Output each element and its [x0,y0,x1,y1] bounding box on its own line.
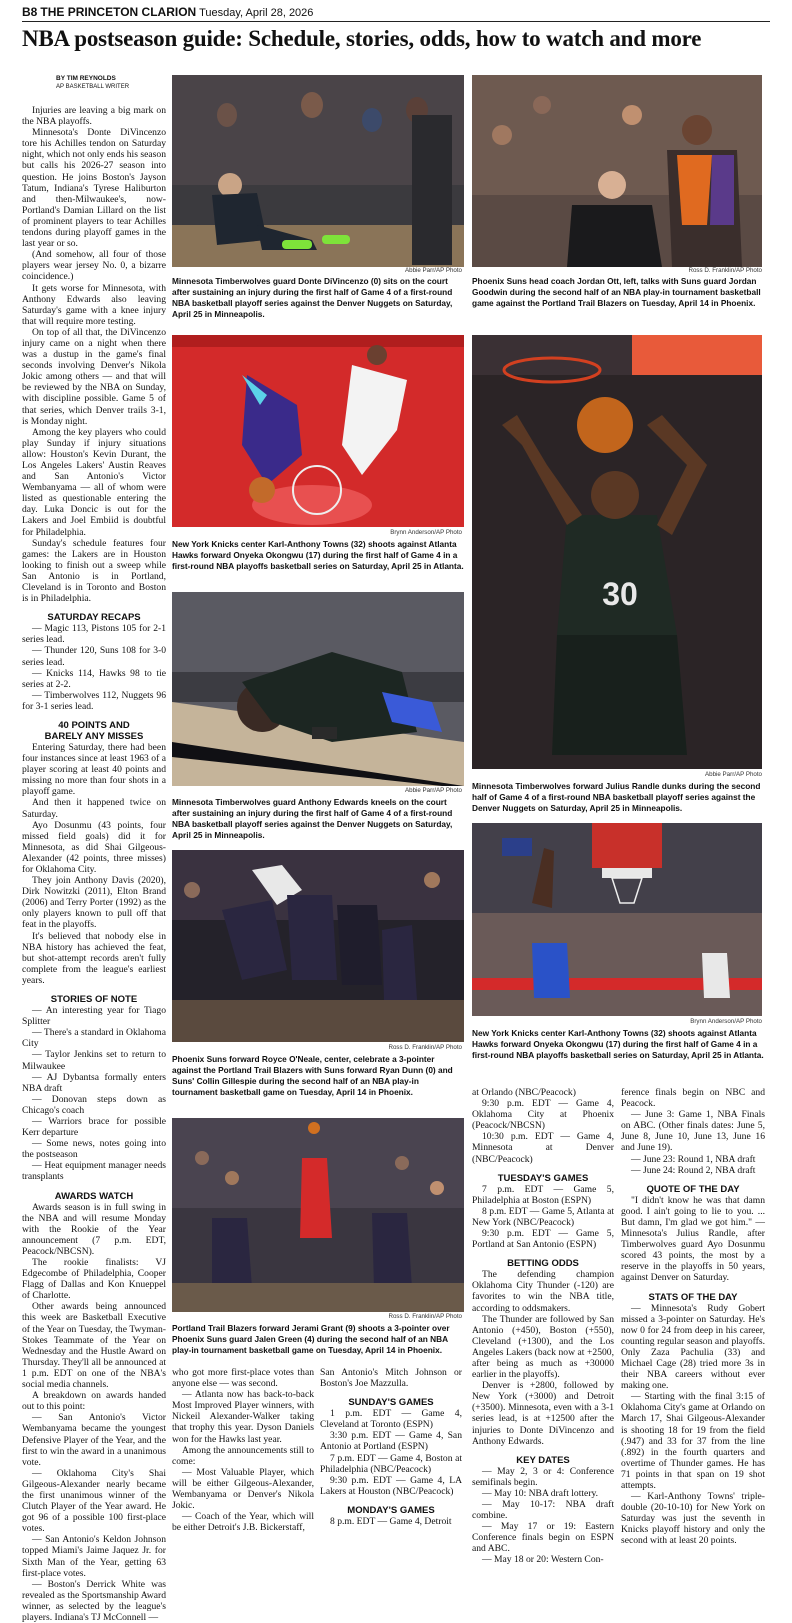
article-column-1 [22,105,166,1623]
schedule-item: 9:30 p.m. EDT — Game 5, Portland at San Antonio (ESPN) [472,1228,614,1251]
photo-caption: Minnesota Timberwolves guard Anthony Edwards kneels on the court after sustaining an injury during the first half of Game 4 of a first-round NBA basketball playoff series against the Denver Nuggets on Saturday, April 25 in Minneapolis. [172,797,453,840]
section-heading-monday: MONDAY'S GAMES [347,1504,435,1516]
list-item: — May 10-17: NBA draft combine. [472,1499,614,1522]
paragraph: And then it happened twice on Saturday. [22,797,166,820]
paragraph: They join Anthony Davis (2020), Dirk Nowitzki (2011), Elton Brand (2006) and Terry Porter (1992) as the only players known to pull off that feat in the playoffs. [22,875,166,931]
photo-divincenzo-injury [172,75,464,267]
paragraph: On top of all that, the DiVincenzo injury came on a night when there was a dustup in the game's final seconds involving Denver's Nikola Jokic among others — and that will be reviewed by the NBA on Sunday, with discipline possible. Game 5 of that series, which Denver trails 3-1, is Monday night. [22,326,166,427]
paragraph: The Thunder are followed by San Antonio (+450), Boston (+550), Cleveland (+1300), and the Los Angeles Lakers (back now at +2500, after being as much as +30000 earlier in the playoffs). [472,1313,614,1381]
list-item: — June 24: Round 2, NBA draft [631,1164,756,1176]
photo-credit: Ross D. Franklin/AP Photo [688,267,762,274]
section-heading-odds: BETTING ODDS [507,1258,579,1270]
photo-caption: New York Knicks center Karl-Anthony Towns (32) shoots against Atlanta Hawks forward Onyeka Okongwu (17) during the first half of Game 4 in a first-round NBA playoffs basketball series on Saturday, April 25 in Atlanta. [472,1028,764,1060]
section-heading-stats: STATS OF THE DAY [648,1291,738,1303]
byline-role: AP BASKETBALL WRITER [56,84,130,90]
list-item: — There's a standard in Oklahoma City [22,1027,166,1050]
section-heading-sunday: SUNDAY'S GAMES [348,1397,434,1409]
schedule-item: at Orlando (NBC/Peacock) [472,1087,576,1098]
section-heading-40-points [22,720,166,742]
article-column-4 [472,1087,614,1577]
photo-credit: Abbie Parr/AP Photo [705,771,762,778]
schedule-item: 1 p.m. EDT — Game 4, Cleveland at Toronto (ESPN) [320,1408,462,1431]
paragraph: Awards season is in full swing in the NBA and will resume Monday with the Rookie of the Year announcement (7 p.m. EDT, Peacock/NBCSN). [22,1201,166,1257]
photo-edwards-kneels [172,592,464,786]
section-heading-tuesday: TUESDAY'S GAMES [497,1172,589,1184]
list-item: — May 10: NBA draft lottery. [482,1487,599,1499]
photo-grant-shoots [172,1118,464,1312]
paragraph: The rookie finalists: VJ Edgecombe of Philadelphia, Cooper Flagg of Dallas and Kon Knueppel of Charlotte. [22,1257,166,1302]
list-item: — An interesting year for Tiago Splitter [22,1005,166,1028]
list-item: — Warriors brace for possible Kerr departure [22,1115,166,1139]
photo-credit: Ross D. Franklin/AP Photo [388,1044,462,1051]
list-item: — Knicks 114, Hawks 98 to tie series at 2-2. [22,667,166,690]
photo-caption: Phoenix Suns head coach Jordan Ott, left, talks with Suns guard Jordan Goodwin during the second half of an NBA play-in tournament basketball game against the Portland Trail Blazers on Tuesday, April 14 in Phoenix. [472,276,761,308]
jersey-number: 30 [602,576,638,612]
paragraph: It gets worse for Minnesota, with Anthony Edwards also leaving Saturday's game with a knee injury that will require more testing. [22,282,166,327]
section-heading-quote: QUOTE OF THE DAY [646,1183,740,1195]
list-item: — May 17 or 19: Eastern Conference finals begin on ESPN and ABC. [472,1521,614,1555]
paragraph: Among the key players who could play Sunday if injury situations allow: Houston's Kevin Durant, the Los Angeles Lakers' Austin Reaves and San Antonio's Victor Wembanyama — all of whom were listed as questionable entering the day. Luka Doncic is out for the Lakers and Joel Embiid is doubtful for Philadelphia. [22,426,166,538]
page-header [22,4,770,22]
article-column-5 [621,1087,765,1577]
paper-name: THE PRINCETON CLARION [40,5,197,19]
paragraph: (And somehow, all four of those players wear jersey No. 0, a bizarre coincidence.) [22,249,166,283]
list-item: — Taylor Jenkins set to return to Milwaukee [22,1049,166,1072]
byline: BY TIM REYNOLDS [56,75,116,82]
photo-credit: Brynn Anderson/AP Photo [390,529,462,536]
headline: NBA postseason guide: Schedule, stories, odds, how to watch and more [22,26,702,51]
section-heading-recaps: SATURDAY RECAPS [47,612,141,624]
article-column-3 [320,1367,462,1577]
paragraph: — Oklahoma City's Shai Gilgeous-Alexander nearly became the first unanimous winner of the Clutch Player of the Year award. He got 96 of a possible 100 first-place votes. [22,1467,166,1535]
photo-caption: New York Knicks center Karl-Anthony Towns (32) shoots against Atlanta Hawks forward Onyeka Okongwu (17) during the first half of Game 4 in a first-round NBA playoffs basketball series on Saturday, April 25 in Atlanta. [172,539,464,571]
paragraph: — San Antonio's Victor Wembanyama became the youngest Defensive Player of the Year, and the first to win the award in a unanimous vote. [22,1412,166,1468]
photo-caption: Phoenix Suns forward Royce O'Neale, center, celebrate a 3-pointer against the Portland Trail Blazers with Suns forward Ryan Dunn (0) and Suns' Collin Gillespie during the second half of an NBA play-in tournament basketball game on Tuesday, April 14 in Phoenix. [172,1054,453,1097]
page-date: Tuesday, April 28, 2026 [199,7,314,19]
paragraph: Minnesota's Donte DiVincenzo tore his Achilles tendon on Saturday night, which not only ends his season but calls his 2026-27 season into question. He joins Boston's Jayson Tatum, Indiana's Tyrese Haliburton and then-Milwaukee's, now-Portland's Damian Lillard on the list of prominent players to tear Achilles tendons during playoff games in the last year or so. [22,127,166,250]
paragraph: Ayo Dosunmu (43 points, four missed field goals) did it for Minnesota, as did Shai Gilgeous-Alexander (42 points, three misses) for Oklahoma City. [22,819,166,875]
list-item: — Donovan steps down as Chicago's coach [22,1093,166,1116]
paragraph: Injuries are leaving a big mark on the NBA playoffs. [22,105,166,128]
paragraph: Among the announcements still to come: [172,1444,314,1467]
list-item: — AJ Dybantsa formally enters NBA draft [22,1071,166,1094]
schedule-item: 10:30 p.m. EDT — Game 4, Minnesota at Denver (NBC/Peacock) [472,1131,614,1165]
section-heading-stories: STORIES OF NOTE [50,994,138,1006]
photo-suns-celebrate [172,850,464,1042]
photo-caption: Portland Trail Blazers forward Jerami Grant (9) shoots a 3-pointer over Phoenix Suns guard Jalen Green (4) during the second half of an NBA play-in tournament basketball game on Tuesday, April 14 in Phoenix. [172,1323,450,1355]
photo-knicks-hawks-overhead [172,335,464,527]
paragraph: — Most Valuable Player, which will be either Gilgeous-Alexander, Wembanyama or Denver's Nikola Jokic. [172,1466,314,1512]
photo-caption: Minnesota Timberwolves guard Donte DiVincenzo (0) sits on the court after sustaining an injury during the first half of Game 4 of a first-round NBA basketball playoff series against the Denver Nuggets on Saturday, April 25 in Minneapolis. [172,276,453,319]
photo-credit: Abbie Parr/AP Photo [405,787,462,794]
list-item: — May 2, 3 or 4: Conference semifinals begin. [472,1465,614,1488]
section-heading-awards: AWARDS WATCH [54,1190,134,1202]
paragraph: It's believed that nobody else in NBA history has achieved the feat, but shot-attempt records aren't fully complete from the league's earliest years. [22,930,166,986]
photo-suns-coach [472,75,762,267]
paragraph: — Minnesota's Rudy Gobert missed a 3-pointer on Saturday. He's now 0 for 24 from deep in his career, counting regular season and playoffs. Only Zaza Pachulia (33) and Michael Cage (28) tried more 3s in their NBA careers without ever making one. [621,1302,765,1392]
paragraph: Other awards being announced this week are Basketball Executive of the Year on Tuesday, the Twyman-Stokes Teammate of the Year on Wednesday and the Hustle Award on Thursday. They'll all be announced at 1 p.m. EDT on one of the NBA's social media channels. [22,1301,166,1391]
paragraph: who got more first-place votes than anyone else — was second. [172,1367,314,1390]
photo-towns-shoots [472,823,762,1016]
paragraph: — Coach of the Year, which will be either Detroit's J.B. Bickerstaff, [172,1511,314,1534]
paragraph: Entering Saturday, there had been four instances since at least 1963 of a player scoring at least 40 points and missing no more than four shots in a playoff game. [22,741,166,798]
list-item: — Some news, notes going into the postseason [22,1138,166,1161]
photo-credit: Ross D. Franklin/AP Photo [388,1313,462,1320]
section-heading-dates: KEY DATES [516,1454,570,1466]
list-item: — Heat equipment manager needs transplants [22,1160,166,1183]
photo-randle-dunk [472,335,762,769]
list-item: — June 23: Round 1, NBA draft [631,1153,756,1165]
list-item: ference finals begin on NBC and Peacock. [621,1087,765,1110]
list-item: — Thunder 120, Suns 108 for 3-0 series lead. [22,645,166,668]
list-item: — June 3: Game 1, NBA Finals on ABC. (Other finals dates: June 5, June 8, June 10, June 13, June 16 and June 19). [621,1109,765,1154]
schedule-item: 9:30 p.m. EDT — Game 4, Oklahoma City at Phoenix (Peacock/NBCSN) [472,1098,614,1132]
paragraph: A breakdown on awards handed out to this point: [22,1390,166,1413]
schedule-item: 9:30 p.m. EDT — Game 4, LA Lakers at Houston (NBC/Peacock) [320,1474,462,1497]
paragraph: — Boston's Derrick White was revealed as the Sportsmanship Award winner, as selected by the league's players. Indiana's TJ McConnell — [22,1578,166,1623]
paragraph: San Antonio's Mitch Johnson or Boston's Joe Mazzulla. [320,1367,462,1390]
paragraph: The defending champion Oklahoma City Thunder (-120) are favorites to win the NBA title, according to oddsmakers. [472,1269,614,1314]
paragraph: — Karl-Anthony Towns' triple-double (20-10-10) for New York on Saturday was just the seventh in Knicks playoff history and only the second with at least 20 points. [621,1491,765,1547]
paragraph: Denver is +2800, followed by New York (+3000) and Detroit (+3500). Minnesota, even with a 3-1 series lead, is at +12500 after the injuries to Donte DiVincenzo and Anthony Edwards. [472,1380,614,1447]
schedule-item: 3:30 p.m. EDT — Game 4, San Antonio at Portland (ESPN) [320,1430,462,1453]
photo-credit: Abbie Parr/AP Photo [405,267,462,274]
page-number: B8 [22,5,38,19]
heading-line: 40 POINTS AND [58,719,130,731]
paragraph: — San Antonio's Keldon Johnson topped Miami's Jaime Jaquez Jr. for Sixth Man of the Year, getting 63 first-place votes. [22,1534,166,1579]
list-item: — Timberwolves 112, Nuggets 96 for 3-1 series lead. [22,689,166,712]
schedule-item: 7 p.m. EDT — Game 4, Boston at Philadelphia (NBC/Peacock) [320,1452,462,1475]
schedule-item: 7 p.m. EDT — Game 5, Philadelphia at Boston (ESPN) [472,1183,614,1206]
photo-caption: Minnesota Timberwolves forward Julius Randle dunks during the second half of Game 4 of a first-round NBA basketball playoff series against the Denver Nuggets on Saturday, April 25 in Minneapolis. [472,781,761,813]
heading-line: BARELY ANY MISSES [44,730,144,742]
list-item: — May 18 or 20: Western Con- [482,1554,604,1566]
schedule-item: 8 p.m. EDT — Game 5, Atlanta at New York (NBC/Peacock) [472,1205,614,1228]
photo-credit: Brynn Anderson/AP Photo [690,1018,762,1025]
paragraph: — Starting with the final 3:15 of Oklahoma City's game at Orlando on March 17, Shai Gilgeous-Alexander is shooting 18 for 19 from the field (.947) and 33 for 37 from the line (.892) in the fourth quarters and overtime of Thunder games. He has 71 points in that span on 19 shot attempts. [621,1391,765,1491]
paragraph: — Atlanta now has back-to-back Most Improved Player winners, with Nickeil Alexander-Walker taking that trophy this year. Dyson Daniels won for the Hawks last year. [172,1389,314,1445]
article-column-2 [172,1367,314,1577]
list-item: — Magic 113, Pistons 105 for 2-1 series lead. [22,623,166,646]
schedule-item: 8 p.m. EDT — Game 4, Detroit [330,1515,452,1527]
paragraph: Sunday's schedule features four games: the Lakers are in Houston looking to finish out a sweep while San Antonio is in Portland, Cleveland is in Toronto and Boston is in Philadelphia. [22,537,166,605]
paragraph: "I didn't know he was that damn good. I ain't going to lie to you. ... But damn, I'm glad we got him." — Minnesota's Julius Randle, after Timberwolves guard Ayo Dosunmu scored 43 points, the most by a reserve in the playoffs in 50 years, against Denver on Saturday. [621,1194,765,1284]
